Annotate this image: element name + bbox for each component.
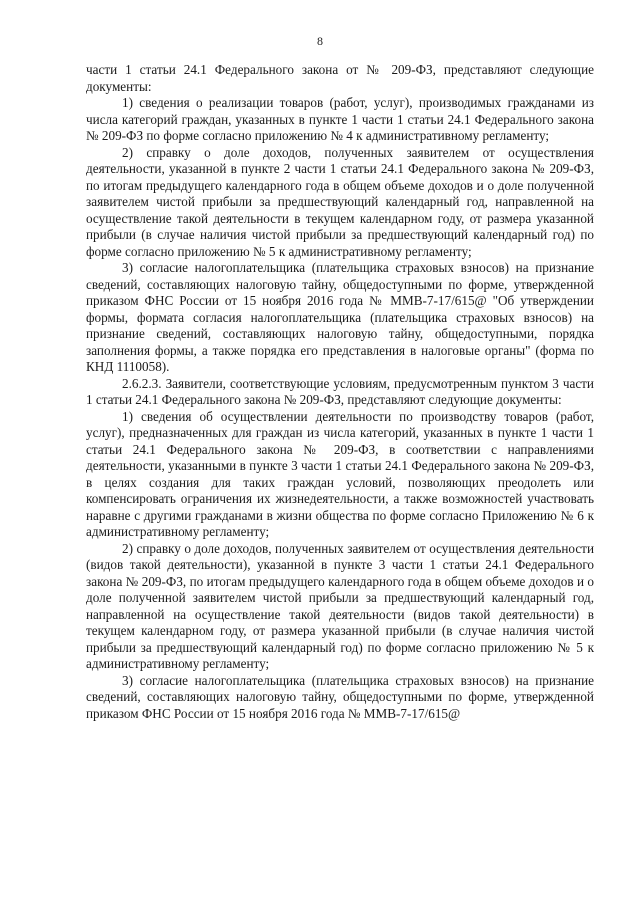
paragraph-item-3-taxpayer-consent: 3) согласие налогоплательщика (плательщика страховых взносов) на признание сведений, составляющих налоговую тайну, общедоступными по форме, утвержденной приказом ФНС России от 15 ноября 2016 года № ММВ-7-17/615@ [86, 672, 594, 721]
paragraph-item-3-taxpayer-consent: 3) согласие налогоплательщика (плательщика страховых взносов) на признание сведений, составляющих налоговую тайну, общедоступными по форме, утвержденной приказом ФНС России от 15 ноября 2016 года № ММВ-7-17/615@ "Об утверждении формы, формата согласия налогоплательщика (плательщика страховых взносов) на признание сведений, составляющих налоговую тайну, общедоступными, порядка заполнения формы, а также порядка его представления в налоговые органы" (форма по КНД 1110058). [86, 260, 594, 374]
document-body [86, 62, 594, 722]
paragraph-section-2-6-2-3: 2.6.2.3. Заявители, соответствующие условиям, предусмотренным пунктом 3 части 1 статьи 24.1 Федерального закона № 209-ФЗ, представляют следующие документы: [86, 375, 594, 407]
paragraph-item-1-sales-info: 1) сведения о реализации товаров (работ, услуг), производимых гражданами из числа категорий граждан, указанных в пункте 1 части 1 статьи 24.1 Федерального закона № 209-ФЗ по форме согласно приложению № 4 к административному регламенту; [86, 95, 594, 143]
paragraph-item-2-income-certificate: 2) справку о доле доходов, полученных заявителем от осуществления деятельности (видов такой деятельности), указанной в пункте 3 части 1 статьи 24.1 Федерального закона № 209-ФЗ, по итогам предыдущего календарного года в общем объеме доходов и о доле полученной заявителем чистой прибыли за предшествующий календарный год, направленной на осуществление такой деятельности (видов такой деятельности) в текущем календарном году, от размера указанной прибыли (в случае наличия чистой прибыли за предшествующий календарный год) по форме согласно приложению № 5 к административному регламенту; [86, 540, 594, 671]
paragraph-item-1-production-info: 1) сведения об осуществлении деятельности по производству товаров (работ, услуг), предназначенных для граждан из числа категорий, указанных в пункте 1 части 1 статьи 24.1 Федерального закона № 209-ФЗ, в соответствии с направлениями деятельности, указанными в пункте 3 части 1 статьи 24.1 Федерального закона № 209-ФЗ, в целях создания для таких граждан условий, позволяющих преодолеть или компенсировать ограничения их жизнедеятельности, а также возможностей участвовать наравне с другими гражданами в жизни общества по форме согласно Приложению № 6 к административному регламенту; [86, 408, 594, 539]
page-number: 8 [317, 34, 323, 48]
paragraph-intro-continuation: части 1 статьи 24.1 Федерального закона от № 209-ФЗ, представляют следующие документы: [86, 62, 594, 94]
paragraph-item-2-income-certificate: 2) справку о доле доходов, полученных заявителем от осуществления деятельности, указанной в пункте 2 части 1 статьи 24.1 Федерального закона № 209-ФЗ, по итогам предыдущего календарного года в общем объеме доходов и о доле полученной заявителем чистой прибыли за предшествующий календарный год, направленной на осуществление такой деятельности в текущем календарном году, от размера указанной прибыли (в случае наличия чистой прибыли за предшествующий календарный год) по форме согласно приложению № 5 к административному регламенту; [86, 144, 594, 259]
